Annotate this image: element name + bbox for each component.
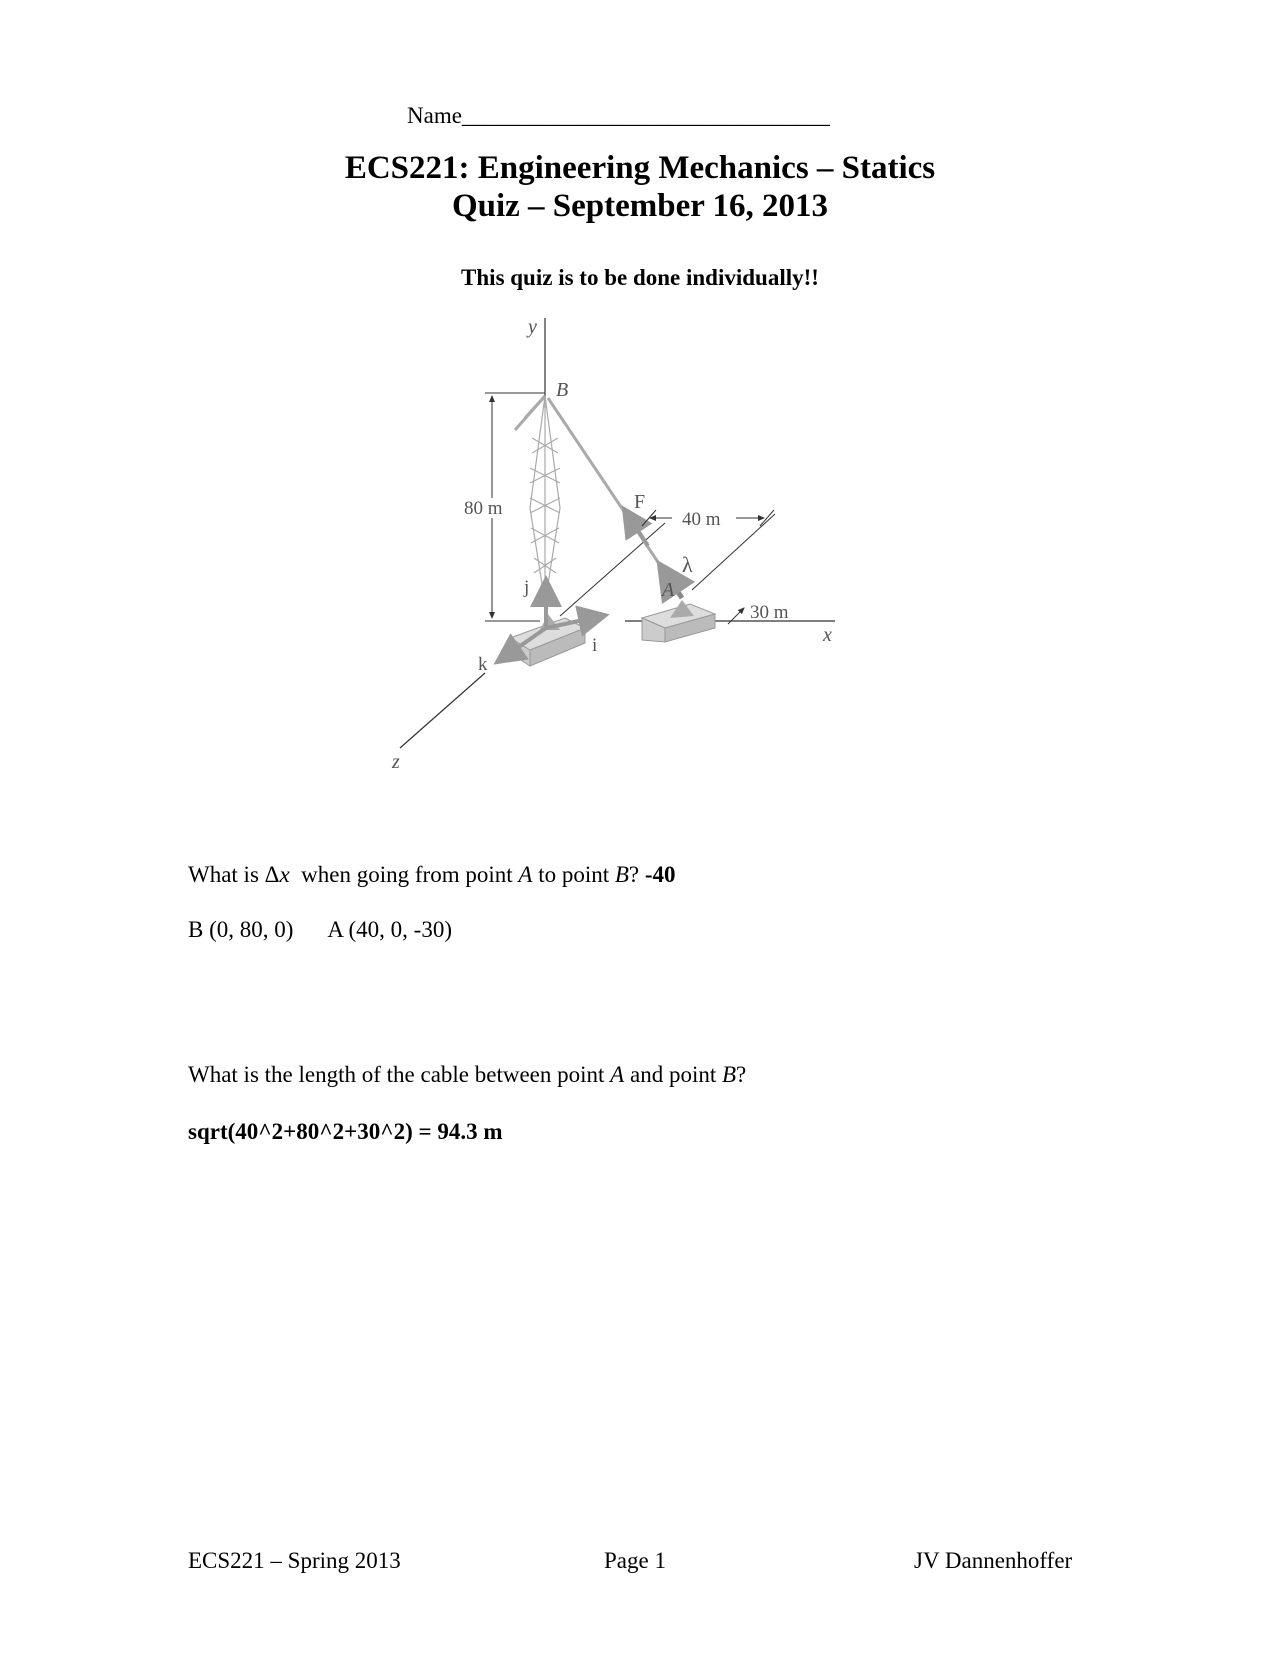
label-dz-30m: 30 m: [750, 602, 789, 623]
question-1: What is Δx when going from point A to point B? -40: [188, 862, 676, 887]
quiz-date-title: Quiz – September 16, 2013: [451, 188, 829, 224]
label-point-a: A: [662, 579, 675, 601]
delta-symbol: Δ: [264, 862, 280, 887]
point-coordinates: [188, 917, 452, 943]
instruction-text: This quiz is to be done individually!!: [461, 265, 819, 290]
label-unit-j: j: [524, 577, 530, 598]
answer-2: sqrt(40^2+80^2+30^2) = 94.3 m: [188, 1119, 503, 1144]
tower: [530, 396, 560, 603]
footer-page-number: Page 1: [604, 1548, 666, 1573]
coord-b: B (0, 80, 0): [188, 917, 294, 942]
label-unit-i: i: [592, 635, 598, 656]
label-z: z: [392, 751, 400, 773]
label-lambda: λ: [682, 552, 693, 577]
label-force-f: F: [634, 491, 646, 513]
tower-cable-figure: [380, 318, 860, 798]
ground-line: [560, 523, 665, 616]
coord-a: A (40, 0, -30): [327, 917, 452, 942]
name-label: Name: [407, 103, 462, 128]
course-title: ECS221: Engineering Mechanics – Statics: [344, 150, 936, 186]
footer-course: ECS221 – Spring 2013: [188, 1548, 401, 1573]
footer-author: JV Dannenhoffer: [914, 1548, 1073, 1573]
cable-ab: [548, 398, 682, 598]
z-axis: [400, 673, 485, 748]
question-2: What is the length of the cable between point A and point B?: [188, 1062, 747, 1087]
force-arrow-f: [626, 512, 648, 546]
anchor-base: [642, 600, 715, 642]
name-blank: ________________________________: [461, 103, 830, 128]
label-y: y: [528, 318, 537, 338]
label-unit-k: k: [478, 654, 488, 675]
label-point-b: B: [556, 379, 569, 401]
name-field-line: [407, 103, 830, 129]
answer-1: -40: [644, 862, 676, 887]
label-dx-40m: 40 m: [682, 509, 721, 530]
label-x: x: [823, 624, 832, 646]
label-height-80m: 80 m: [464, 498, 503, 519]
